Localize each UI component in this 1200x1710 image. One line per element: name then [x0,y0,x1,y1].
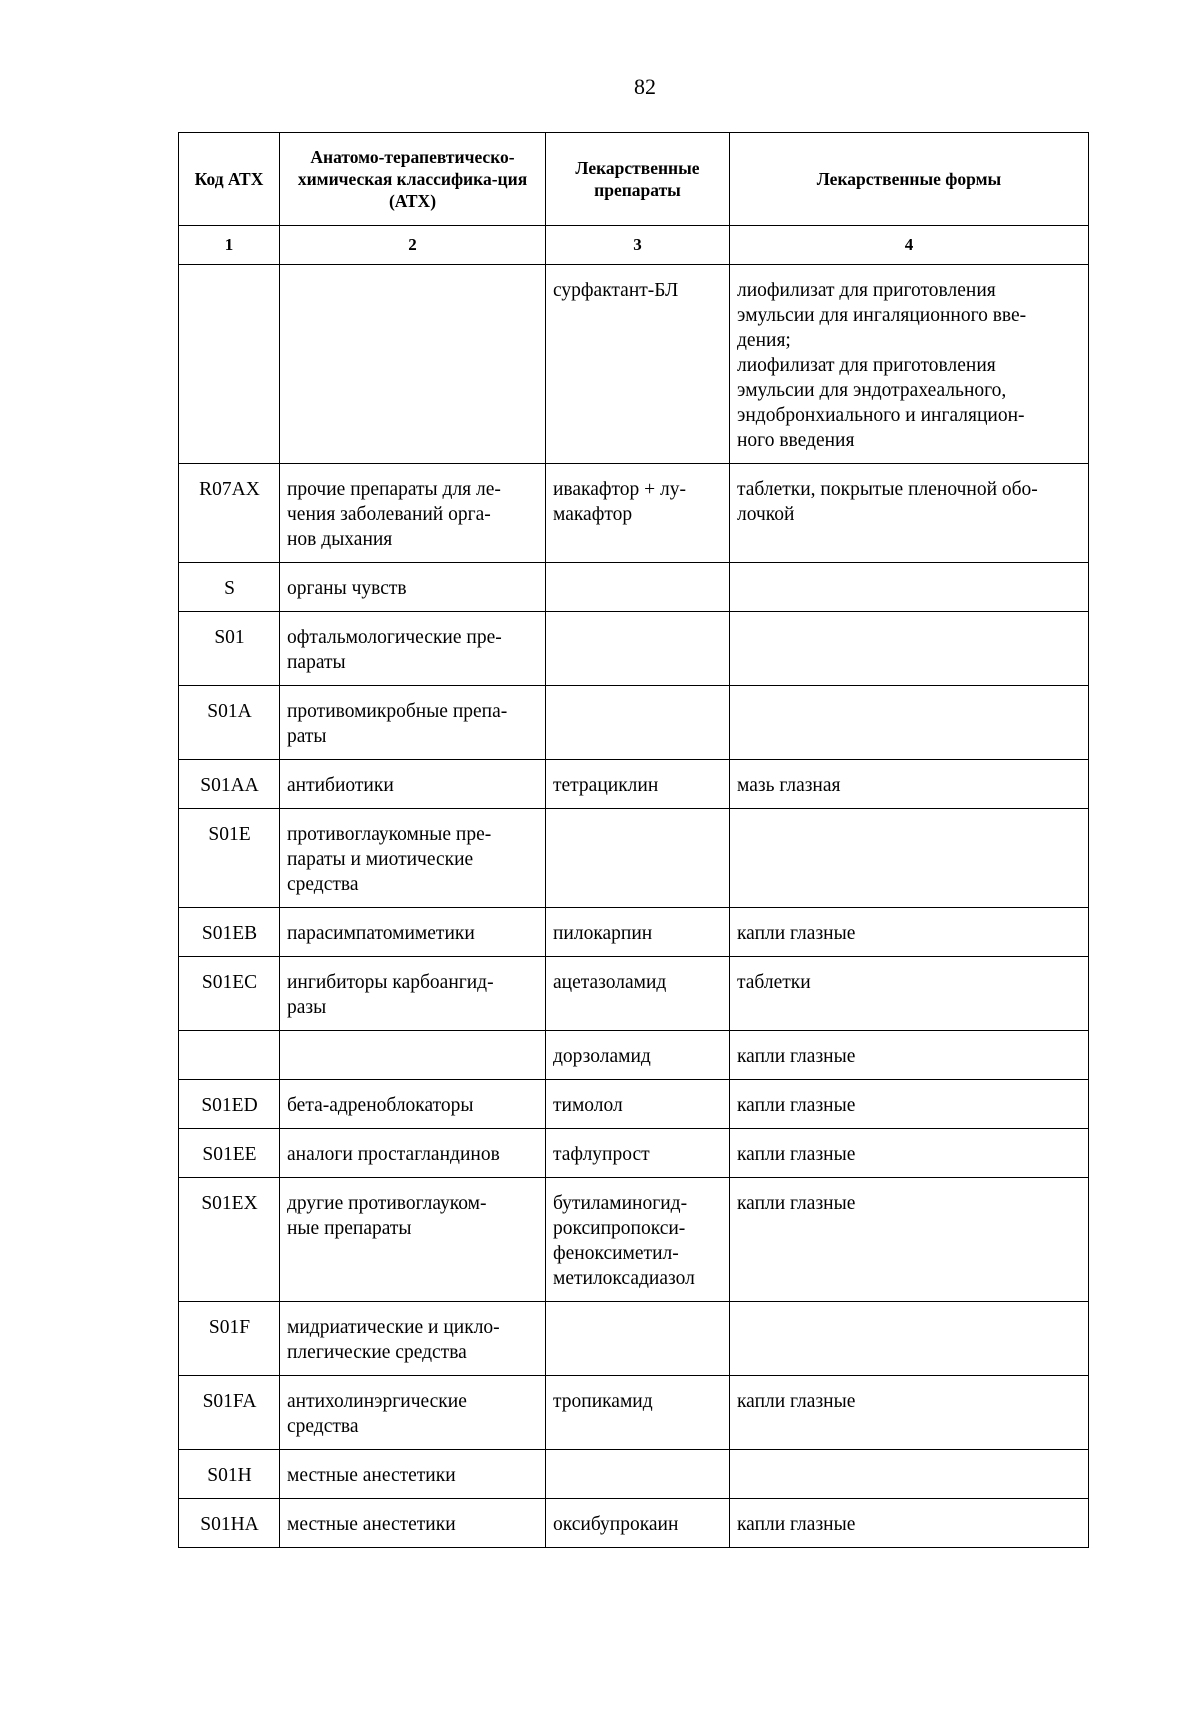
dosage-form-cell-text: таблетки [737,972,811,993]
classification-cell [280,1080,546,1129]
drug-cell [546,563,730,612]
drug-cell [546,760,730,809]
atx-code-cell [179,1129,280,1178]
table-row [179,1376,1089,1450]
drug-cell-text: тетрациклин [553,775,659,796]
dosage-form-cell [730,1080,1089,1129]
classification-cell [280,686,546,760]
header-dosage-forms: Лекарственные формы [730,133,1089,226]
drug-cell [546,1450,730,1499]
drug-cell [546,1178,730,1302]
header-drugs: Лекарственные препараты [546,133,730,226]
atx-code-cell [179,957,280,1031]
table-body [179,265,1089,1548]
table-row [179,1302,1089,1376]
table-row [179,1178,1089,1302]
table-row [179,1499,1089,1548]
atx-code-cell [179,1031,280,1080]
drug-cell-text: бутиламиногид- роксипропокси- феноксиметил- метилоксадиазол [553,1193,695,1289]
classification-cell [280,1178,546,1302]
atx-code-cell [179,1450,280,1499]
page-number: 82 [634,74,656,99]
table-row [179,686,1089,760]
drug-cell [546,265,730,464]
classification-cell [280,1376,546,1450]
atx-code-cell-text: R07AX [199,479,260,500]
classification-cell [280,1302,546,1376]
atx-code-cell [179,464,280,563]
drug-cell [546,464,730,563]
drug-cell [546,612,730,686]
drug-cell-text: оксибупрокаин [553,1514,679,1535]
dosage-form-cell [730,1376,1089,1450]
atx-code-cell-text: S01HA [200,1514,259,1535]
column-number: 4 [730,226,1089,265]
dosage-form-cell [730,908,1089,957]
classification-cell-text: бета-адреноблокаторы [287,1095,474,1116]
atx-code-cell-text: S01EB [201,923,258,944]
atx-code-cell [179,1302,280,1376]
classification-cell-text: прочие препараты для ле- чения заболеваний орга- нов дыхания [287,479,501,550]
column-number-row [179,226,1089,265]
dosage-form-cell [730,1302,1089,1376]
classification-cell-text: мидриатические и цикло- плегические средства [287,1317,500,1363]
dosage-form-cell-text: лиофилизат для приготовления эмульсии для ингаляционного вве- дения; лиофилизат для приготовления эмульсии для эндотрахеального, эндобронхиального и ингаляцион- ного введения [737,280,1027,451]
atx-code-cell [179,760,280,809]
dosage-form-cell-text: капли глазные [737,1391,856,1412]
atx-code-cell [179,686,280,760]
dosage-form-cell-text: капли глазные [737,1144,856,1165]
atx-code-cell-text: S01EX [201,1193,258,1214]
classification-cell-text: аналоги простагландинов [287,1144,500,1165]
atx-code-cell [179,1178,280,1302]
dosage-form-cell [730,1129,1089,1178]
dosage-form-cell [730,809,1089,908]
classification-cell [280,464,546,563]
classification-cell [280,1031,546,1080]
table-row [179,265,1089,464]
column-number: 2 [280,226,546,265]
dosage-form-cell [730,1031,1089,1080]
atx-code-cell-text: S01A [207,701,252,722]
classification-cell [280,1450,546,1499]
atx-code-cell-text: S01F [208,1317,251,1338]
dosage-form-cell [730,1450,1089,1499]
column-number: 1 [179,226,280,265]
drug-cell [546,908,730,957]
atx-code-cell-text: S01EE [202,1144,257,1165]
table-row [179,1031,1089,1080]
dosage-form-cell-text: капли глазные [737,923,856,944]
classification-cell [280,1499,546,1548]
table-header-row [179,133,1089,226]
dosage-form-cell-text: капли глазные [737,1514,856,1535]
atx-code-cell [179,1499,280,1548]
atx-code-cell [179,1376,280,1450]
drug-cell [546,1302,730,1376]
classification-cell-text: противоглаукомные пре- параты и миотические средства [287,824,492,895]
dosage-form-cell [730,464,1089,563]
dosage-form-cell [730,957,1089,1031]
drug-cell [546,1376,730,1450]
dosage-form-cell [730,1499,1089,1548]
atx-code-cell-text: S01ED [201,1095,258,1116]
drug-cell-text: ивакафтор + лу- макафтор [553,479,686,525]
table-row [179,957,1089,1031]
atx-code-cell [179,563,280,612]
atx-code-cell-text: S01 [214,627,245,648]
atx-code-cell [179,908,280,957]
classification-cell-text: органы чувств [287,578,407,599]
atx-code-cell-text: S01H [207,1465,252,1486]
classification-cell [280,1129,546,1178]
drug-cell [546,1129,730,1178]
drug-cell-text: пилокарпин [553,923,653,944]
classification-cell-text: офтальмологические пре- параты [287,627,502,673]
classification-cell-text: антихолинэргические средства [287,1391,467,1437]
classification-cell [280,265,546,464]
dosage-form-cell [730,612,1089,686]
classification-cell-text: противомикробные препа- раты [287,701,508,747]
table-row [179,1450,1089,1499]
dosage-form-cell-text: капли глазные [737,1095,856,1116]
atx-table [178,132,1089,1548]
drug-cell-text: тимолол [553,1095,623,1116]
atx-code-cell [179,265,280,464]
table-row [179,1129,1089,1178]
header-atx-code: Код АТХ [179,133,280,226]
drug-cell-text: дорзоламид [553,1046,651,1067]
table-row [179,908,1089,957]
dosage-form-cell [730,760,1089,809]
classification-cell-text: местные анестетики [287,1514,456,1535]
dosage-form-cell [730,265,1089,464]
dosage-form-cell-text: таблетки, покрытые пленочной обо- лочкой [737,479,1038,525]
dosage-form-cell-text: капли глазные [737,1193,856,1214]
header-atx-classification: Анатомо-терапевтическо-химическая классифика-ция (АТХ) [280,133,546,226]
atx-code-cell-text: S01AA [200,775,259,796]
table-row [179,464,1089,563]
dosage-form-cell-text: капли глазные [737,1046,856,1067]
atx-code-cell-text: S [224,578,235,599]
atx-code-cell [179,612,280,686]
classification-cell [280,760,546,809]
drug-cell [546,1031,730,1080]
dosage-form-cell [730,563,1089,612]
classification-cell [280,563,546,612]
drug-cell [546,957,730,1031]
classification-cell-text: антибиотики [287,775,394,796]
drug-cell [546,1080,730,1129]
atx-code-cell [179,1080,280,1129]
table-row [179,1080,1089,1129]
table-row [179,760,1089,809]
classification-cell [280,908,546,957]
classification-cell-text: местные анестетики [287,1465,456,1486]
classification-cell [280,809,546,908]
table-row [179,563,1089,612]
atx-code-cell [179,809,280,908]
classification-cell [280,612,546,686]
classification-cell-text: другие противоглауком- ные препараты [287,1193,487,1239]
table-row [179,612,1089,686]
classification-cell-text: парасимпатомиметики [287,923,475,944]
column-number: 3 [546,226,730,265]
drug-cell-text: тафлупрост [553,1144,650,1165]
classification-cell-text: ингибиторы карбоангид- разы [287,972,494,1018]
drug-cell [546,686,730,760]
drug-cell-text: тропикамид [553,1391,653,1412]
drug-cell [546,809,730,908]
dosage-form-cell [730,1178,1089,1302]
atx-code-cell-text: S01EC [201,972,258,993]
table-row [179,809,1089,908]
atx-code-cell-text: S01FA [202,1391,257,1412]
drug-cell [546,1499,730,1548]
classification-cell [280,957,546,1031]
drug-cell-text: ацетазоламид [553,972,667,993]
drug-cell-text: сурфактант-БЛ [553,280,679,301]
atx-code-cell-text: S01E [208,824,251,845]
dosage-form-cell-text: мазь глазная [737,775,841,796]
dosage-form-cell [730,686,1089,760]
